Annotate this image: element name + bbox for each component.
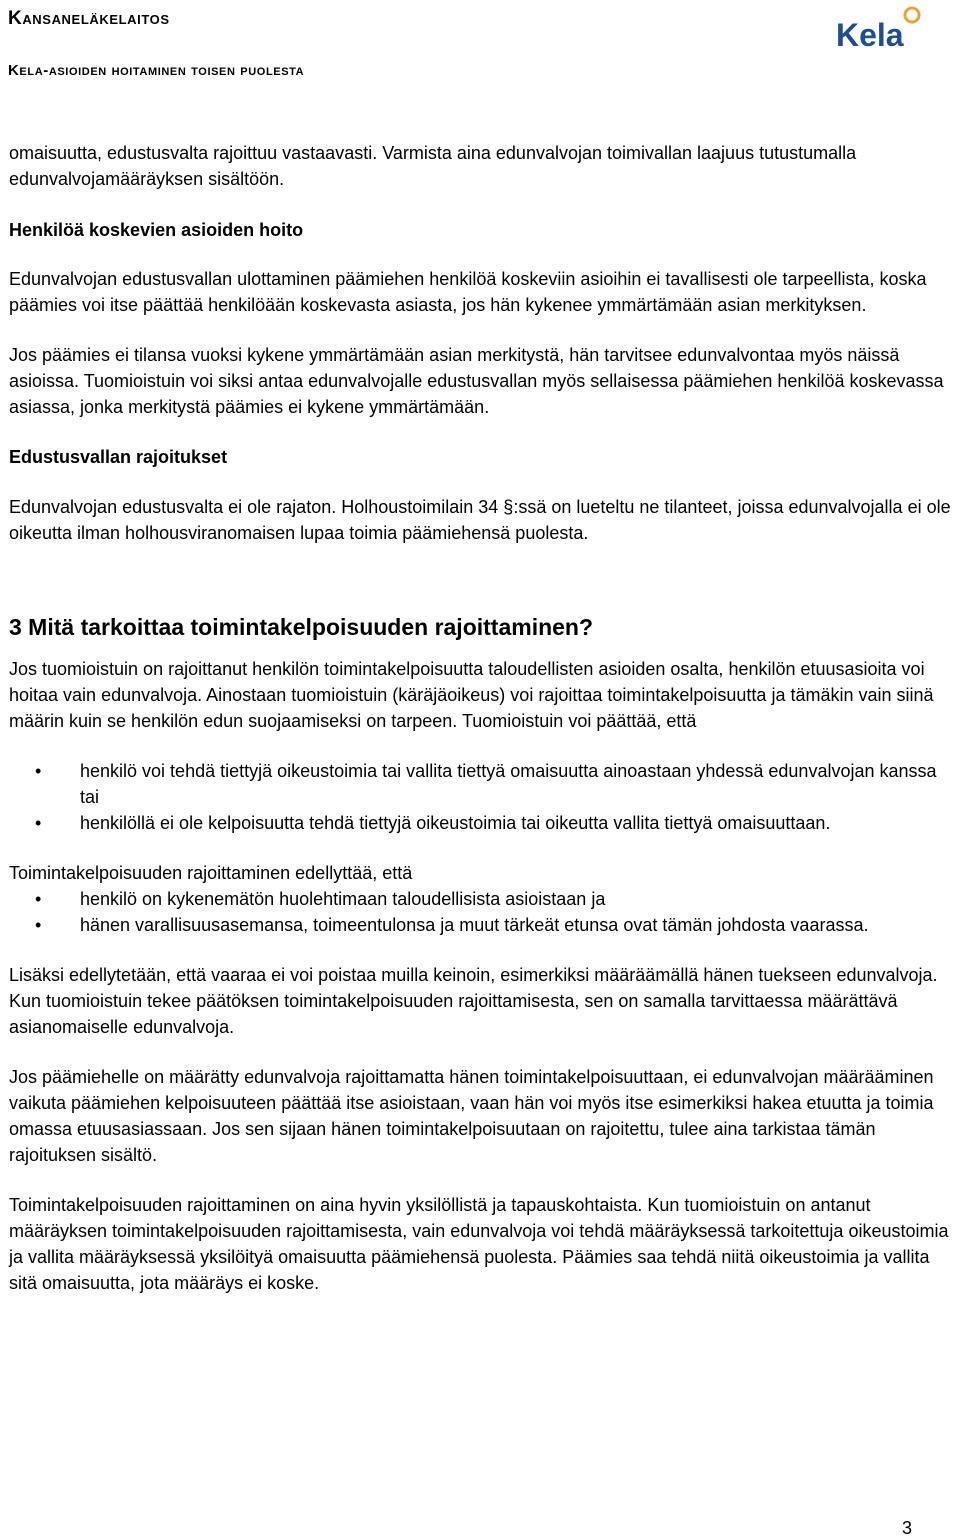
section-heading-restrictions: Edustusvallan rajoitukset [9,447,228,467]
logo-ring-icon [905,8,919,22]
section-heading-personal-matters: Henkilöä koskevien asioiden hoito [9,220,304,240]
main-content [9,140,957,1296]
list-item: • hänen varallisuusasemansa, toimeentulonsa ja muut tärkeät etunsa ovat tämän johdosta vaarassa. [9,912,957,938]
logo-wordmark: Kela [836,17,904,50]
paragraph: Toimintakelpoisuuden rajoittaminen edellyttää, että [9,863,413,883]
bullet-list [9,886,957,938]
intro-paragraph: omaisuutta, edustusvalta rajoittuu vastaavasti. Varmista aina edunvalvojan toimivallan laajuus tutustumalla edunvalvojamääräyksen sisältöön. [9,143,857,189]
list-item: • henkilö on kykenemätön huolehtimaan taloudellisista asioistaan ja [9,886,957,912]
header-organization: Kansaneläkelaitos [8,8,170,29]
paragraph: Edunvalvojan edustusvalta ei ole rajaton. Holhoustoimilain 34 §:ssä on lueteltu ne tilanteet, joissa edunvalvojalla ei ole oikeutta ilman holhousviranomaisen lupaa toimia päämiehensä puolesta. [9,497,951,543]
paragraph: Edunvalvojan edustusvallan ulottaminen päämiehen henkilöä koskeviin asioihin ei tavallisesti ole tarpeellista, koska päämies voi itse päättää henkilöään koskevasta asiasta, jos hän kykenee ymmärtämään asian merkityksen. [9,269,927,315]
page-number: 3 [901,1518,912,1538]
paragraph: Jos tuomioistuin on rajoittanut henkilön toimintakelpoisuutta taloudellisten asioiden osalta, henkilön etuusasioita voi hoitaa vain edunvalvoja. Ainostaan tuomioistuin (käräjäoikeus) voi rajoittaa toimintakelpoisuutta ja tämäkin vain siinä määrin kuin se henkilön edun suojaamiseksi on tarpeen. Tuomioistuin voi päättää, että [9,659,934,731]
paragraph: Jos päämies ei tilansa vuoksi kykene ymmärtämään asian merkitystä, hän tarvitsee edunvalvontaa myös näissä asioissa. Tuomioistuin voi siksi antaa edunvalvojalle edustusvallan myös sellaisessa päämiehen henkilöä koskevassa asiassa, jonka merkitystä päämies ei kykene ymmärtämään. [9,345,944,417]
paragraph: Lisäksi edellytetään, että vaaraa ei voi poistaa muilla keinoin, esimerkiksi määräämällä hänen tuekseen edunvalvoja. Kun tuomioistuin tekee päätöksen toimintakelpoisuuden rajoittamisesta, sen on samalla tarvittaessa määrättävä asianomaiselle edunvalvoja. [9,965,938,1037]
list-item: • henkilöllä ei ole kelpoisuutta tehdä tiettyjä oikeustoimia tai oikeutta vallita tiettyä omaisuuttaan. [9,810,957,836]
list-item: • henkilö voi tehdä tiettyjä oikeustoimia tai vallita tiettyä omaisuutta ainoastaan yhdessä edunvalvojan kanssa tai [9,758,957,810]
kela-logo [836,4,926,50]
paragraph: Jos päämiehelle on määrätty edunvalvoja rajoittamatta hänen toimintakelpoisuuttaan, ei edunvalvojan määrääminen vaikuta päämiehen kelpoisuuteen päättää itse asioistaan, vaan hän voi myös itse esimerkiksi hakea etuutta ja toimia omassa etuusasiassaan. Jos sen sijaan hänen toimintakelpoisuutaan on rajoitettu, tulee aina tarkistaa tämän rajoituksen sisältö. [9,1067,934,1165]
header-document-title: Kela-asioiden hoitaminen toisen puolesta [8,62,305,79]
chapter-heading: 3 Mitä tarkoittaa toimintakelpoisuuden rajoittaminen? [9,614,594,640]
paragraph: Toimintakelpoisuuden rajoittaminen on aina hyvin yksilöllistä ja tapauskohtaista. Kun tuomioistuin on antanut määräyksen toimintakelpoisuuden rajoittamisesta, vain edunvalvoja voi tehdä määräyksessä tarkoitettuja oikeustoimia ja vallita määräyksessä yksilöityä omaisuutta päämiehensä puolesta. Päämies saa tehdä niitä oikeustoimia ja vallita sitä omaisuutta, jota määräys ei koske. [9,1195,949,1293]
bullet-list [9,758,957,836]
